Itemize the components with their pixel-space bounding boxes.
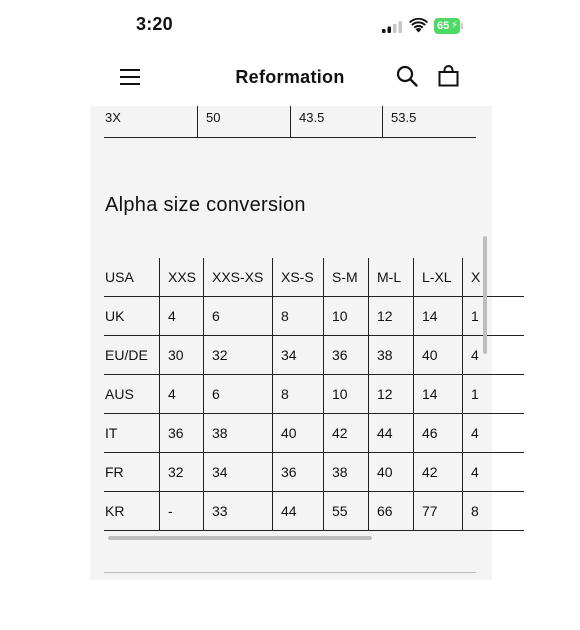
table-cell: 4 [168,386,176,402]
table-cell: 1 [471,308,479,324]
nav-bar [0,52,580,106]
battery-body [434,18,460,34]
column-divider [159,258,160,530]
charging-bolt-icon: ⚡ [451,20,459,31]
battery-icon [434,18,464,34]
table-cell: 4 [471,425,479,441]
alpha-size-table[interactable] [104,258,481,630]
signal-icon [382,21,402,33]
table-cell: 14 [422,386,438,402]
table-row [104,258,524,297]
section-title: Alpha size conversion [105,194,306,216]
table-row [104,414,524,453]
column-divider [197,106,198,138]
table-cell: 10 [332,308,348,324]
table-cell: 38 [212,425,228,441]
column-divider [203,258,204,530]
horizontal-scrollbar[interactable] [108,536,372,540]
status-bar [0,0,580,52]
size-guide-content [90,106,492,580]
table-cell: 50 [206,110,221,125]
table-cell: 8 [281,386,289,402]
divider [104,572,476,573]
table-row [104,297,524,336]
row-label: IT [105,425,118,441]
bag-icon[interactable] [438,65,459,87]
column-divider [290,106,291,138]
table-cell: 43.5 [299,110,325,125]
table-cell: 4 [168,308,176,324]
table-cell: 34 [212,464,228,480]
column-divider [413,258,414,530]
battery-level: 65 [437,20,450,32]
table-cell: 38 [377,347,393,363]
table-row [104,375,524,414]
table-cell: 14 [422,308,438,324]
table-cell: 6 [212,308,220,324]
table-cell: 12 [377,308,393,324]
row-label: FR [105,464,124,480]
wifi-icon [409,18,428,33]
table-cell: - [168,503,173,519]
table-cell: 42 [332,425,348,441]
table-cell: 53.5 [391,110,417,125]
brand-logo[interactable]: Reformation [235,67,345,87]
table-cell: 3X [105,110,121,125]
table-cell: 34 [281,347,297,363]
column-divider [323,258,324,530]
table-cell: 44 [377,425,393,441]
table-cell: 36 [332,347,348,363]
previous-table-last-row [104,106,476,138]
table-cell: XXS [168,269,197,285]
column-divider [272,258,273,530]
table-cell: 55 [332,503,348,519]
column-divider [462,258,463,530]
column-divider [382,106,383,138]
table-cell: 46 [422,425,438,441]
table-cell: 40 [377,464,393,480]
table-cell: 40 [281,425,297,441]
search-icon[interactable] [396,65,418,87]
table-cell: 8 [471,503,479,519]
table-cell: 32 [168,464,184,480]
table-cell: 8 [281,308,289,324]
table-cell: 36 [281,464,297,480]
table-cell: 42 [422,464,438,480]
table-row [104,492,524,531]
row-label: KR [105,503,125,519]
column-divider [368,258,369,530]
status-time: 3:20 [136,14,173,34]
table-cell: 33 [212,503,228,519]
table-cell: 1 [471,386,479,402]
table-cell: 77 [422,503,438,519]
table-cell: 10 [332,386,348,402]
table-cell: 6 [212,386,220,402]
row-label: USA [105,269,134,285]
table-cell: 66 [377,503,393,519]
table-cell: 4 [471,347,479,363]
table-cell: 30 [168,347,184,363]
row-label: EU/DE [105,347,148,363]
table-cell: 12 [377,386,393,402]
row-label: UK [105,308,125,324]
battery-cap [461,23,463,29]
table-cell: 44 [281,503,297,519]
table-cell: XXS-XS [212,269,264,285]
table-cell: 38 [332,464,348,480]
row-label: AUS [105,386,134,402]
table-cell: X [471,269,481,285]
table-cell: 40 [422,347,438,363]
table-cell: 36 [168,425,184,441]
vertical-scrollbar[interactable] [483,236,487,354]
table-row [104,336,524,375]
table-cell: 4 [471,464,479,480]
table-cell: L-XL [422,269,452,285]
table-cell: S-M [332,269,358,285]
table-row [104,453,524,492]
table-cell: XS-S [281,269,314,285]
table-cell: 32 [212,347,228,363]
table-cell: M-L [377,269,402,285]
